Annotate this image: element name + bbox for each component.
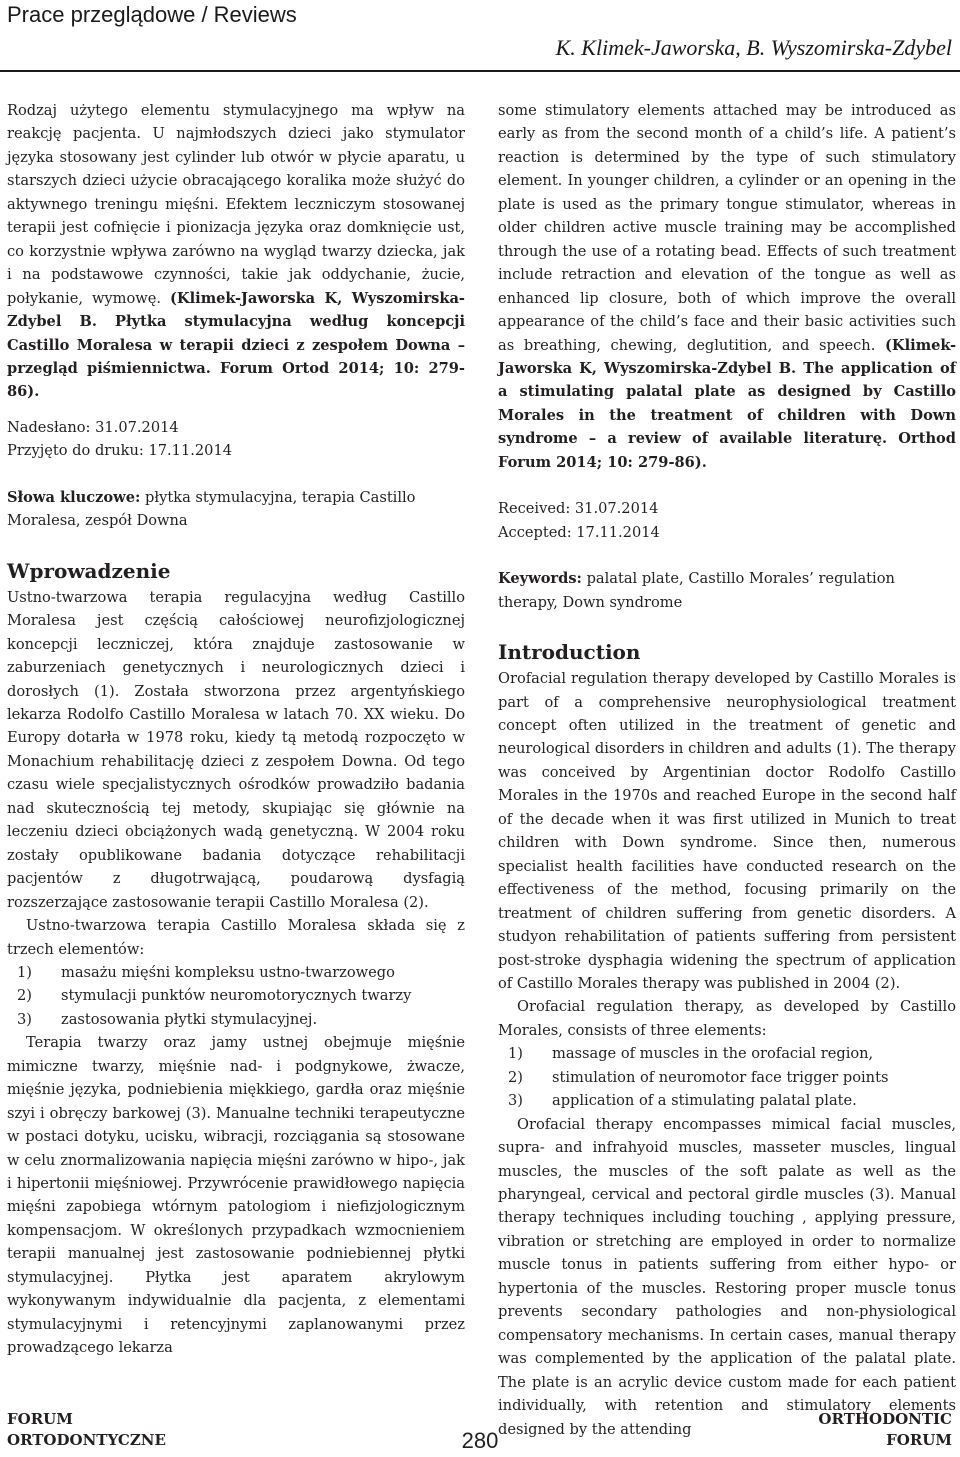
polish-intro-paragraph-2: Ustno-twarzowa terapia Castillo Moralesa składa się z trzech elementów: <box>7 917 465 958</box>
polish-keywords-label: Słowa kluczowe: <box>7 488 141 506</box>
footer-journal-english <box>818 1409 952 1451</box>
english-intro-paragraph-3: Orofacial therapy encompasses mimical facial muscles, supra- and infrahyoid muscles, masseter muscles, lingual muscles, the muscles of the soft palate as well as the pharyngeal, cervical and pectoral girdle muscles (3). Manual therapy techniques including touching , applying pressure, vibration or stretching are employed in order to normalize muscle tonus in patients suffering from either hypo- or hypertonia of the muscles. Restoring proper muscle tonus prevents secondary pathologies and non-physiological compensatory mechanisms. In certain cases, manual therapy was complemented by the application of the palatal plate. The plate is an acrylic device custom made for each patient individually, with retention and stimulatory elements designed by the attending <box>498 1115 956 1438</box>
footer-left-line-2: ORTODONTYCZNE <box>7 1431 166 1449</box>
list-item: 3) zastosowania płytki stymulacyjnej. <box>17 1010 318 1028</box>
polish-keywords <box>7 486 465 533</box>
list-item: 1) masażu mięśni kompleksu ustno-twarzowego <box>17 963 395 981</box>
english-received: Received: 31.07.2014 <box>498 500 659 518</box>
polish-column <box>7 99 465 1360</box>
english-accepted: Accepted: 17.11.2014 <box>498 523 660 541</box>
footer-right-line-1: ORTHODONTIC <box>818 1410 952 1428</box>
polish-abstract-block <box>7 99 465 404</box>
journal-section: Prace przeglądowe / Reviews <box>7 2 297 27</box>
english-keywords <box>498 567 956 614</box>
english-intro-paragraph-1: Orofacial regulation therapy developed by Castillo Morales is part of a comprehensive neurophysiological treatment concept often utilized in the treatment of genetic and neurological disorders in children and adults (1). The therapy was conceived by Argentinian doctor Rodolfo Castillo Morales in the 1970s and reached Europe in the second half of the decade when it was first utilized in Munich to treat children with Down syndrome. Since then, numerous specialist health facilities have conducted research on the effectiveness of the method, focusing primarily on the treatment of children suffering from genetic disorders. A studyon rehabilitation of patients suffering from persistent post-stroke dysphagia widening the spectrum of application of Castillo Morales therapy was published in 2004 (2). <box>498 670 956 992</box>
english-column <box>498 99 956 1441</box>
english-abstract-block <box>498 99 956 474</box>
list-item: 3) application of a stimulating palatal plate. <box>508 1092 857 1110</box>
polish-intro-paragraph-3: Terapia twarzy oraz jamy ustnej obejmuje mięśnie mimiczne twarzy, mięśnie nad- i podgnykowe, żwacze, mięśnie języka, podniebienia miękkiego, gardła oraz mięśnie szyi i obręczy barkowej (3). Manualne techniki terapeutyczne w postaci dotyku, ucisku, wibracji, rozciągania są stosowane w celu znormalizowania napięcia mięśni zarówno w hipo-, jak i hipertonii mięśniowej. Przywrócenie prawidłowego napięcia mięśni zapobiega wtórnym patologiom i niefizjologicznym kompensacjom. W określonych przypadkach wzmocnieniem terapii manualnej jest zastosowanie podniebiennej płytki stymulacyjnej. Płytka jest aparatem akrylowym wykonywanym indywidualnie dla pacjenta, z elementami stymulacyjnymi i retencyjnymi zaplanowanymi przez prowadzącego lekarza <box>7 1034 465 1357</box>
list-item: 2) stymulacji punktów neuromotorycznych twarzy <box>17 987 412 1005</box>
english-abstract: some stimulatory elements attached may be introduced as early as from the second month of a child’s life. A patient’s reaction is determined by the type of such stimulatory element. In younger children, a cylinder or an opening in the plate is used as the primary tongue stimulator, whereas in older children active muscle training may be accomplished through the use of a rotating bead. Effects of such treatment include retraction and elevation of the tongue as well as enhanced lip closure, both of which improve the overall appearance of the child’s face and their basic activities such as breathing, chewing, deglutition, and speech. <box>498 102 956 354</box>
english-keywords-label: Keywords: <box>498 570 582 588</box>
polish-section-heading: Wprowadzenie <box>7 558 171 583</box>
list-item: 2) stimulation of neuromotor face trigger points <box>508 1068 889 1086</box>
polish-keywords-text: płytka stymulacyjna, terapia Castillo Moralesa, zespół Downa <box>7 488 416 530</box>
english-elements-list <box>498 1042 956 1112</box>
header-divider <box>0 70 960 72</box>
footer-right-line-2: FORUM <box>886 1431 952 1449</box>
english-section-heading: Introduction <box>498 640 641 665</box>
english-keywords-text: palatal plate, Castillo Morales’ regulation therapy, Down syndrome <box>498 570 895 611</box>
english-citation: (Klimek-Jaworska K, Wyszomirska-Zdybel B. The application of a stimulating palatal plate as designed by Castillo Morales in the treatment of children with Down syndrome – a review of available literaturę. Orthod Forum 2014; 10: 279-86). <box>498 336 956 471</box>
footer-left-line-1: FORUM <box>7 1410 73 1428</box>
page-number: 280 <box>461 1428 499 1453</box>
polish-accepted: Przyjęto do druku: 17.11.2014 <box>7 442 233 460</box>
polish-citation: (Klimek-Jaworska K, Wyszomirska-Zdybel B. Płytka stymulacyjna według koncepcji Castillo Moralesa w terapii dzieci z zespołem Downa – przegląd piśmiennictwa. Forum Ortod 2014; 10: 279-86). <box>7 289 465 401</box>
polish-abstract: Rodzaj użytego elementu stymulacyjnego ma wpływ na reakcję pacjenta. U najmłodszych dzieci jako stymulator języka stosowany jest cylinder lub otwór w płycie aparatu, u starszych dzieci użycie obracającego koralika może służyć do aktywnego treningu mięśni. Efektem leczniczym stosowanej terapii jest cofnięcie i pionizacja języka oraz domknięcie ust, co korzystnie wpływa zarówno na wygląd twarzy dziecka, jak i na podstawowe czynności, takie jak oddychanie, żucie, połykanie, wymowę. <box>7 102 465 307</box>
polish-intro-paragraph-1: Ustno-twarzowa terapia regulacyjna według Castillo Moralesa jest częścią całościowej neurofizjologicznej koncepcji leczniczej, która znajduje zastosowanie w zaburzeniach genetycznych i neurologicznych dzieci i dorosłych (1). Została stworzona przez argentyńskiego lekarza Rodolfo Castillo Moralesa w latach 70. XX wieku. Do Europy dotarła w 1978 roku, kiedy tą metodą rozpoczęto w Monachium rehabilitację dzieci z zespołem Downa. Od tego czasu wiele specjalistycznych ośrodków prowadziło badania nad skutecznością tej metody, skupiając się głównie na leczeniu dzieci obciążonych wadą genetyczną. W 2004 roku zostały opublikowane badania dotyczące rehabilitacji pacjentów z długotrwającą, poudarową dysfagią rozszerzające zastosowanie terapii Castillo Moralesa (2). <box>7 588 465 911</box>
english-intro-paragraph-2: Orofacial regulation therapy, as developed by Castillo Morales, consists of three elements: <box>498 998 956 1039</box>
polish-received: Nadesłano: 31.07.2014 <box>7 418 179 436</box>
running-authors: K. Klimek-Jaworska, B. Wyszomirska-Zdybel <box>555 35 952 60</box>
list-item: 1) massage of muscles in the orofacial region, <box>508 1045 874 1063</box>
polish-elements-list <box>7 961 465 1031</box>
